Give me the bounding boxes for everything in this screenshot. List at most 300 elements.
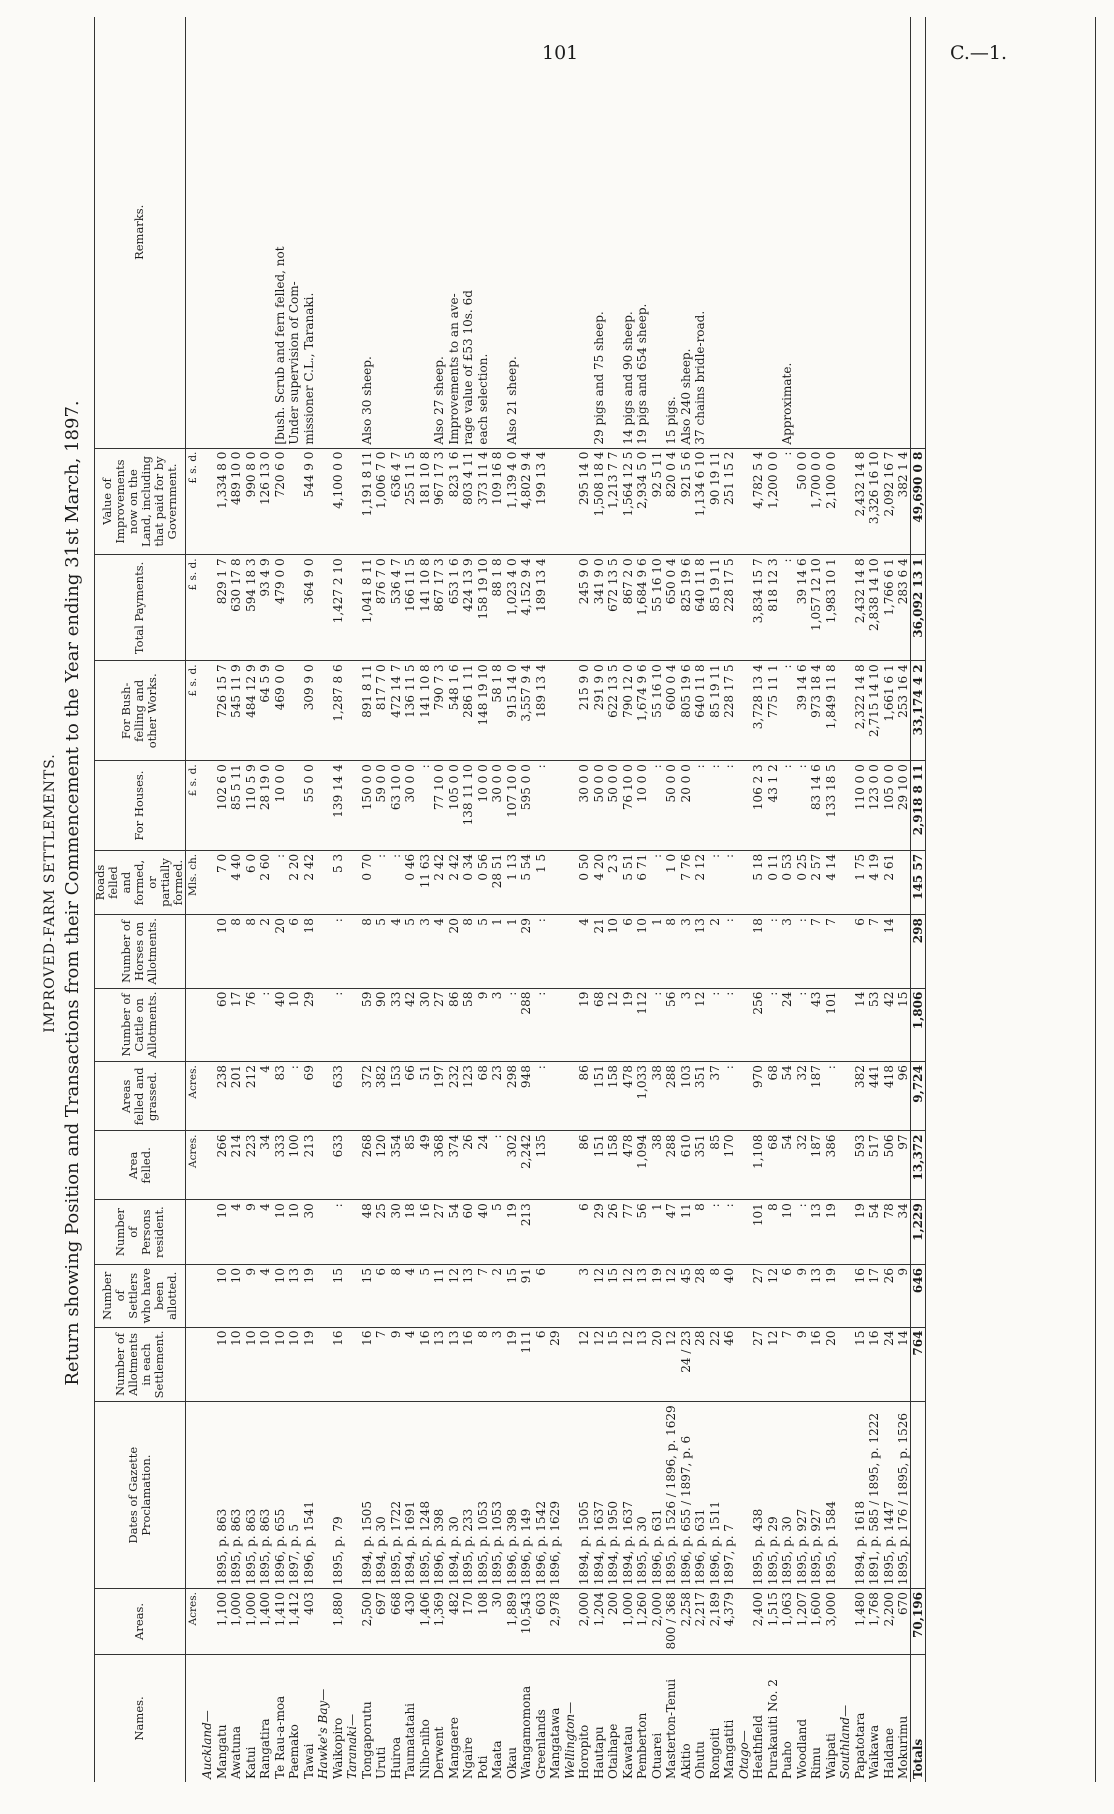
value-cell: 13 (635, 1265, 650, 1328)
col-bush: For Bush-felling and other Works. (94, 661, 186, 761)
value-cell: 482 (447, 1589, 462, 1655)
value-cell (534, 1200, 549, 1265)
value-cell: 214 (229, 1131, 244, 1200)
value-cell: 4 19 (867, 850, 882, 914)
value-cell: 3 (577, 1265, 592, 1328)
value-cell: 1,880 (331, 1589, 346, 1655)
value-cell: 53 (867, 988, 882, 1062)
value-cell: 594 18 3 (244, 555, 259, 661)
value-cell: 8 (766, 1200, 781, 1265)
value-cell: 2,400 (751, 1589, 766, 1655)
value-cell: 136 11 5 (403, 661, 418, 761)
value-cell: 5 (490, 1200, 505, 1265)
value-cell: 12 (577, 1327, 592, 1402)
value-cell: 33,174 4 2 (911, 661, 926, 761)
settlement-row (635, 17, 650, 1782)
value-cell: 15 (853, 1327, 868, 1402)
empty-cell (345, 1062, 360, 1131)
settlement-name: Masterton-Tenui (664, 1678, 679, 1779)
value-cell: 2 (490, 1265, 505, 1328)
value-cell: 19 (302, 1265, 317, 1328)
empty-cell (345, 1327, 360, 1402)
value-cell: 1896, p. 631 (693, 1402, 708, 1589)
value-cell: 1895, p. 30 (635, 1402, 650, 1589)
value-cell: 64 5 9 (258, 661, 273, 761)
empty-cell (563, 1200, 578, 1265)
value-cell: 1 (490, 915, 505, 989)
empty-cell (200, 17, 215, 448)
value-cell: 1,287 8 6 (331, 661, 346, 761)
value-cell: 506 (882, 1131, 897, 1200)
value-cell: 1894, p. 1950 (606, 1402, 621, 1589)
value-cell: 10 (287, 1200, 302, 1265)
empty-cell (345, 661, 360, 761)
settlement-row (244, 17, 259, 1782)
value-cell: 1895, p. 176 / 1895, p. 1526 (896, 1402, 911, 1589)
col-allotments: Number of Allotments in each Settlement. (94, 1327, 186, 1402)
value-cell: 1,000 (244, 1589, 259, 1655)
value-cell: 55 16 10 (650, 661, 665, 761)
value-cell (548, 915, 563, 989)
district-group-row (737, 17, 752, 1782)
value-cell: 29 (548, 1327, 563, 1402)
value-cell: 2,242 (519, 1131, 534, 1200)
value-cell: 26 (606, 1200, 621, 1265)
remark-cell: Under supervision of Com- (287, 17, 302, 448)
value-cell: 28 (693, 1265, 708, 1328)
value-cell: 1895, p. 233 (461, 1402, 476, 1589)
value-cell: 30 (418, 988, 433, 1062)
value-cell: 93 4 9 (258, 555, 273, 661)
value-cell: 28 (693, 1327, 708, 1402)
value-cell: 106 2 3 (751, 761, 766, 851)
empty-cell (737, 661, 752, 761)
value-cell: 111 (519, 1327, 534, 1402)
empty-cell (200, 1265, 215, 1328)
remark-cell (403, 17, 418, 448)
remark-cell (896, 17, 911, 448)
value-cell (548, 661, 563, 761)
value-cell: 4 40 (229, 850, 244, 914)
value-cell: 2 3 (606, 850, 621, 914)
value-cell: 10 0 0 (476, 761, 491, 851)
district-name: Wellington— (562, 1701, 577, 1779)
value-cell: 27 (751, 1327, 766, 1402)
remark-cell (766, 17, 781, 448)
value-cell: 7 76 (679, 850, 694, 914)
value-cell: 120 (374, 1131, 389, 1200)
value-cell: 948 (519, 1062, 534, 1131)
value-cell: : (490, 1131, 505, 1200)
value-cell: 6 (577, 1200, 592, 1265)
value-cell: 1,006 7 0 (374, 448, 389, 555)
value-cell: 5 18 (751, 850, 766, 914)
value-cell: 1,023 4 0 (505, 555, 520, 661)
value-cell: 2 57 (809, 850, 824, 914)
value-cell: 7 (780, 1327, 795, 1402)
settlement-row (447, 17, 462, 1782)
empty-cell (316, 1402, 331, 1589)
value-cell: 145 57 (911, 850, 926, 914)
empty-cell (345, 448, 360, 555)
value-cell: 2,189 (708, 1589, 723, 1655)
district-group-row (838, 17, 853, 1782)
settlement-name: Horopito (577, 1724, 592, 1779)
value-cell: 19 (505, 1200, 520, 1265)
value-cell: 5 54 (519, 850, 534, 914)
empty-cell (316, 1200, 331, 1265)
value-cell: 1896, p. 655 (273, 1402, 288, 1589)
empty-cell (200, 1402, 215, 1589)
value-cell: 139 14 4 (331, 761, 346, 851)
remark-cell: 37 chains bridle-road. (693, 17, 708, 448)
value-cell: 472 14 7 (389, 661, 404, 761)
value-cell: 17 (229, 988, 244, 1062)
value-cell: 0 53 (780, 850, 795, 914)
empty-cell (563, 661, 578, 761)
settlement-row (432, 17, 447, 1782)
value-cell: 32 (795, 1062, 810, 1131)
settlement-name: Mangatiti (722, 1719, 737, 1779)
value-cell: 3,728 13 4 (751, 661, 766, 761)
value-cell: 650 0 4 (664, 555, 679, 661)
value-cell: 13 (432, 1327, 447, 1402)
settlement-row (389, 17, 404, 1782)
empty-cell (737, 555, 752, 661)
remark-cell: Also 21 sheep. (505, 17, 520, 448)
value-cell: 70,196 (911, 1589, 926, 1655)
value-cell: 283 6 4 (896, 555, 911, 661)
settlement-row (403, 17, 418, 1782)
value-cell: 59 (360, 988, 375, 1062)
unit-cell (186, 1200, 201, 1265)
value-cell: 2 42 (447, 850, 462, 914)
value-cell: 1894, p. 30 (447, 1402, 462, 1589)
value-cell: 105 0 0 (447, 761, 462, 851)
value-cell: 418 (882, 1062, 897, 1131)
remark-cell (606, 17, 621, 448)
empty-cell (563, 1062, 578, 1131)
value-cell: 12 (766, 1327, 781, 1402)
settlement-row (867, 17, 882, 1782)
empty-cell (737, 915, 752, 989)
value-cell: 4,379 (722, 1589, 737, 1655)
value-cell: 34 (896, 1200, 911, 1265)
empty-cell (345, 1200, 360, 1265)
value-cell: 20 0 0 (679, 761, 694, 851)
remark-cell (389, 17, 404, 448)
remark-cell (534, 17, 549, 448)
settlement-name: Mokurimu (896, 1715, 910, 1779)
remark-cell (795, 17, 810, 448)
value-cell: 790 7 3 (432, 661, 447, 761)
remark-cell: missioner C.L., Taranaki. (302, 17, 317, 448)
value-cell: 1,768 (867, 1589, 882, 1655)
value-cell: 1,041 8 11 (360, 555, 375, 661)
value-cell: 29 (302, 988, 317, 1062)
empty-cell (737, 850, 752, 914)
value-cell: 0 70 (360, 850, 375, 914)
settlement-name: Derwent (432, 1726, 447, 1779)
value-cell: 4 (258, 1200, 273, 1265)
value-cell: 1,661 6 1 (882, 661, 897, 761)
remark-cell (244, 17, 259, 448)
value-cell: 4 (577, 915, 592, 989)
value-cell: 20 (447, 915, 462, 989)
value-cell: 2 12 (693, 850, 708, 914)
value-cell: 63 10 0 (389, 761, 404, 851)
unit-cell (186, 988, 201, 1062)
value-cell: 6 71 (635, 850, 650, 914)
value-cell: 2,000 (650, 1589, 665, 1655)
value-cell: 3,326 16 10 (867, 448, 882, 555)
value-cell: 12 (766, 1265, 781, 1328)
value-cell: 1,057 12 10 (809, 555, 824, 661)
value-cell: 39 14 6 (795, 555, 810, 661)
col-names: Names. (94, 1654, 186, 1782)
value-cell (548, 1131, 563, 1200)
value-cell: 7 (374, 1327, 389, 1402)
settlement-name: Haldane (881, 1727, 896, 1779)
settlement-row (795, 17, 810, 1782)
value-cell: 123 (461, 1062, 476, 1131)
value-cell: 12 (447, 1265, 462, 1328)
empty-cell (563, 915, 578, 989)
value-cell: 291 9 0 (592, 661, 607, 761)
value-cell: 13 (461, 1265, 476, 1328)
value-cell: 536 4 7 (389, 555, 404, 661)
value-cell: 15 (896, 988, 911, 1062)
value-cell: 268 (360, 1131, 375, 1200)
value-cell: 158 (606, 1131, 621, 1200)
value-cell: 288 (519, 988, 534, 1062)
settlement-row (461, 17, 476, 1782)
district-name: Hawke's Bay— (316, 1688, 331, 1779)
value-cell: 10 (273, 1200, 288, 1265)
value-cell: : (795, 1200, 810, 1265)
value-cell: 2,258 (679, 1589, 694, 1655)
value-cell: : (722, 988, 737, 1062)
value-cell: 1895, p. 1584 (824, 1402, 839, 1589)
value-cell: : (795, 761, 810, 851)
settlement-row (809, 17, 824, 1782)
remark-cell: 15 pigs. (664, 17, 679, 448)
remark-cell (490, 17, 505, 448)
value-cell: 27 (432, 988, 447, 1062)
empty-cell (345, 17, 360, 448)
empty-cell (737, 761, 752, 851)
value-cell: 133 18 5 (824, 761, 839, 851)
settlement-row (287, 17, 302, 1782)
value-cell: 228 17 5 (722, 555, 737, 661)
empty-cell (563, 555, 578, 661)
value-cell: 544 9 0 (302, 448, 317, 555)
district-group-row (563, 17, 578, 1782)
unit-cell (186, 17, 201, 448)
value-cell: : (708, 988, 723, 1062)
settlement-name: Te Rau-a-moa (272, 1695, 287, 1779)
value-cell: 97 (896, 1131, 911, 1200)
value-cell: 83 (273, 1062, 288, 1131)
value-cell: : (650, 850, 665, 914)
settlement-name: Greenlands (533, 1709, 548, 1779)
value-cell (287, 761, 302, 851)
settlement-row (534, 17, 549, 1782)
empty-cell (316, 761, 331, 851)
value-cell: 4 (258, 1265, 273, 1328)
value-cell: 1896, p. 398 (505, 1402, 520, 1589)
empty-cell (345, 1131, 360, 1200)
value-cell: : (780, 761, 795, 851)
empty-cell (200, 1131, 215, 1200)
table-body (186, 17, 926, 1782)
value-cell: 10 (244, 1327, 259, 1402)
value-cell: 10 (287, 1327, 302, 1402)
value-cell: 7 (809, 915, 824, 989)
unit-cell (186, 1402, 201, 1589)
value-cell: 11 63 (418, 850, 433, 914)
value-cell: 16 (809, 1327, 824, 1402)
value-cell: 91 (519, 1265, 534, 1328)
value-cell (548, 850, 563, 914)
col-settlers: Number of Settlers who have been allotted. (94, 1265, 186, 1328)
value-cell: 2 60 (258, 850, 273, 914)
empty-cell (563, 448, 578, 555)
empty-cell (737, 17, 752, 448)
value-cell: 49,690 0 8 (911, 448, 926, 555)
value-cell: : (795, 915, 810, 989)
remark-cell: 14 pigs and 90 sheep. (621, 17, 636, 448)
value-cell: 967 17 3 (432, 448, 447, 555)
empty-cell (563, 988, 578, 1062)
value-cell: 141 10 8 (418, 555, 433, 661)
value-cell: 13 (693, 915, 708, 989)
value-cell: 6 (621, 915, 636, 989)
settlement-name: Mangatawa (548, 1707, 563, 1779)
settlement-name: Waikawa (867, 1724, 882, 1779)
value-cell: : (534, 915, 549, 989)
value-cell: 478 (621, 1062, 636, 1131)
value-cell: 622 13 5 (606, 661, 621, 761)
empty-cell (838, 1131, 853, 1200)
empty-cell (838, 17, 853, 448)
value-cell (287, 555, 302, 661)
empty-cell (316, 1327, 331, 1402)
value-cell: 30 0 0 (403, 761, 418, 851)
value-cell: 30 (389, 1200, 404, 1265)
remark-cell: Approximate. (780, 17, 795, 448)
value-cell: 32 (795, 1131, 810, 1200)
value-cell: 1,094 (635, 1131, 650, 1200)
remark-cell (374, 17, 389, 448)
value-cell: 170 (722, 1131, 737, 1200)
col-grassed: Areas felled and grassed. (94, 1062, 186, 1131)
remark-cell: each selection. (476, 17, 491, 448)
empty-cell (838, 448, 853, 555)
value-cell: 13 (809, 1265, 824, 1328)
value-cell: 85 19 11 (708, 661, 723, 761)
empty-cell (200, 555, 215, 661)
value-cell: 68 (476, 1062, 491, 1131)
value-cell (548, 555, 563, 661)
value-cell: 27 (751, 1265, 766, 1328)
value-cell: 351 (693, 1062, 708, 1131)
settlement-name: Otuarei (649, 1732, 664, 1779)
value-cell: 158 19 10 (476, 555, 491, 661)
value-cell: 630 17 8 (229, 555, 244, 661)
value-cell: 867 2 0 (621, 555, 636, 661)
value-cell: 368 (432, 1131, 447, 1200)
value-cell: 60 (215, 988, 230, 1062)
value-cell: 4 (403, 1265, 418, 1328)
empty-cell (563, 1589, 578, 1655)
value-cell: 4 (403, 1327, 418, 1402)
value-cell: : (722, 761, 737, 851)
value-cell: 150 0 0 (360, 761, 375, 851)
empty-cell (316, 448, 331, 555)
value-cell: 1,849 11 8 (824, 661, 839, 761)
settlement-row (360, 17, 375, 1782)
empty-cell (838, 761, 853, 851)
value-cell: 2,500 (360, 1589, 375, 1655)
value-cell: 30 (302, 1200, 317, 1265)
value-cell: 1891, p. 585 / 1895, p. 1222 (867, 1402, 882, 1589)
empty-cell (316, 915, 331, 989)
col-felled: Area felled. (94, 1131, 186, 1200)
remark-cell (229, 17, 244, 448)
value-cell: 2 42 (432, 850, 447, 914)
value-cell: 66 (403, 1062, 418, 1131)
value-cell: 0 34 (461, 850, 476, 914)
empty-cell (316, 988, 331, 1062)
value-cell: : (708, 850, 723, 914)
settlement-row (722, 17, 737, 1782)
empty-cell (563, 1131, 578, 1200)
value-cell: 1894, p. 1691 (403, 1402, 418, 1589)
value-cell: 2,100 0 0 (824, 448, 839, 555)
value-cell: 764 (911, 1327, 926, 1402)
value-cell: 12 (693, 988, 708, 1062)
value-cell: 20 (650, 1327, 665, 1402)
value-cell: 800 / 368 (664, 1589, 679, 1655)
value-cell: 18 (302, 915, 317, 989)
value-cell: 4,802 9 4 (519, 448, 534, 555)
value-cell: 68 (592, 988, 607, 1062)
unit-cell: £ s. d. (186, 555, 201, 661)
empty-cell (345, 555, 360, 661)
value-cell: 1,427 2 10 (331, 555, 346, 661)
value-cell: 56 (635, 1200, 650, 1265)
value-cell: 68 (766, 1062, 781, 1131)
value-cell: 1895, p. 863 (215, 1402, 230, 1589)
value-cell: 100 (287, 1131, 302, 1200)
value-cell: 424 13 9 (461, 555, 476, 661)
value-cell: 2,217 (693, 1589, 708, 1655)
settlement-name: Purakauiti No. 2 (765, 1679, 780, 1779)
value-cell: 16 (418, 1200, 433, 1265)
empty-cell (737, 1265, 752, 1328)
value-cell: 2,715 14 10 (867, 661, 882, 761)
settlement-name: Woodland (794, 1718, 809, 1779)
value-cell: 478 (621, 1131, 636, 1200)
value-cell: 548 1 6 (447, 661, 462, 761)
value-cell: 77 10 0 (432, 761, 447, 851)
value-cell: 10 (215, 915, 230, 989)
value-cell: 8 (476, 1327, 491, 1402)
value-cell: 27 (432, 1200, 447, 1265)
empty-cell (345, 988, 360, 1062)
value-cell: 151 (592, 1131, 607, 1200)
